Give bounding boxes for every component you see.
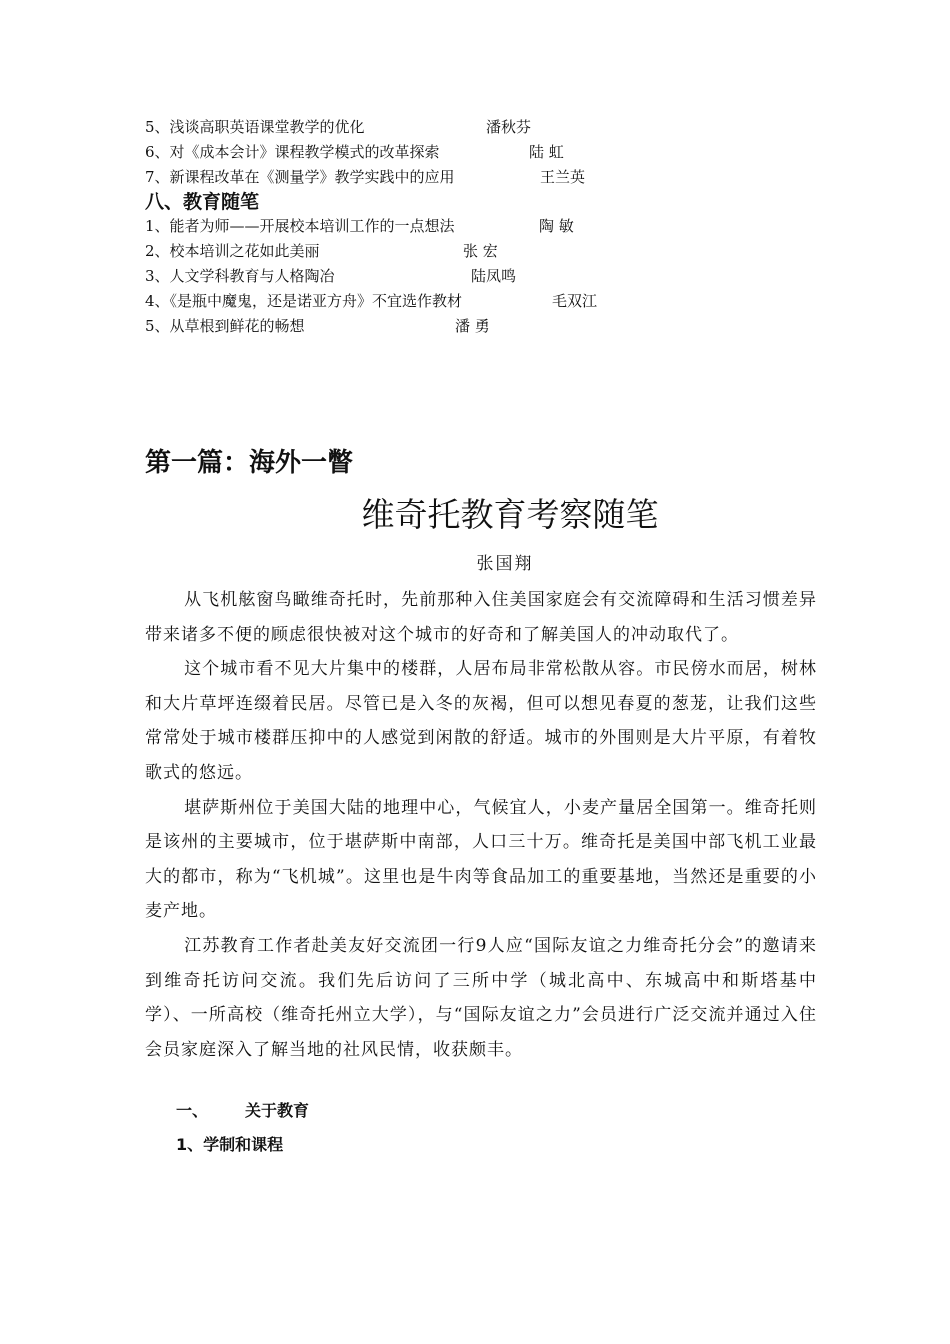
section-heading: 八、教育随笔: [145, 191, 260, 213]
subsection-title: 1、学制和课程: [176, 1135, 284, 1154]
toc-item-title: 2、校本培训之花如此美丽: [145, 242, 320, 260]
toc-item-title: 1、能者为师——开展校本培训工作的一点想法: [145, 217, 455, 235]
toc-item-title: 6、对《成本会计》课程教学模式的改革探索: [145, 143, 440, 161]
paragraph: 堪萨斯州位于美国大陆的地理中心，气候宜人，小麦产量居全国第一。维奇托则是该州的主要城市，位于堪萨斯中南部，人口三十万。维奇托是美国中部飞机工业最大的都市，称为“飞机城”。这里也是牛肉等食品加工的重要基地，当然还是重要的小麦产地。: [145, 797, 817, 922]
section-title: 关于教育: [245, 1101, 310, 1120]
article-author: 张国翔: [476, 554, 534, 574]
paragraph: 江苏教育工作者赴美友好交流团一行9人应“国际友谊之力维奇托分会”的邀请来到维奇托访问交流。我们先后访问了三所中学（城北高中、东城高中和斯塔基中学）、一所高校（维奇托州立大学），与“国际友谊之力”会员进行广泛交流并通过入住会员家庭深入了解当地的社风民情，收获颇丰。: [145, 935, 817, 1060]
toc-item-author: 陆 虹: [529, 143, 564, 161]
toc-item-title: 7、新课程改革在《测量学》教学实践中的应用: [145, 168, 455, 186]
toc-item-title: 3、人文学科教育与人格陶冶: [145, 267, 335, 285]
toc-item-title: 4、《是瓶中魔鬼，还是诺亚方舟》不宜选作教材: [145, 292, 463, 310]
toc-item-author: 潘秋芬: [486, 118, 532, 136]
toc-item-title: 5、浅谈高职英语课堂教学的优化: [145, 118, 365, 136]
toc-item-author: 张 宏: [463, 242, 498, 260]
paragraph: 从飞机舷窗鸟瞰维奇托时，先前那种入住美国家庭会有交流障碍和生活习惯差异带来诸多不便的顾虑很快被对这个城市的好奇和了解美国人的冲动取代了。: [145, 590, 817, 645]
toc-item-author: 陆凤鸣: [471, 267, 517, 285]
part-title: 第一篇：海外一瞥: [145, 448, 354, 478]
toc-item-author: 王兰英: [540, 168, 586, 186]
toc-item-author: 潘 勇: [455, 317, 490, 335]
toc-item-author: 陶 敏: [539, 217, 574, 235]
paragraph: 这个城市看不见大片集中的楼群，人居布局非常松散从容。市民傍水而居，树林和大片草坪连缀着民居。尽管已是入冬的灰褐，但可以想见春夏的葱茏，让我们这些常常处于城市楼群压抑中的人感觉到闲散的舒适。城市的外围则是大片平原，有着牧歌式的悠远。: [145, 659, 817, 783]
article-title: 维奇托教育考察随笔: [361, 495, 659, 534]
toc-item-title: 5、从草根到鲜花的畅想: [145, 317, 305, 335]
toc-item-author: 毛双江: [552, 292, 598, 310]
article-body: [145, 583, 817, 1067]
section-number: 一、: [176, 1101, 209, 1120]
